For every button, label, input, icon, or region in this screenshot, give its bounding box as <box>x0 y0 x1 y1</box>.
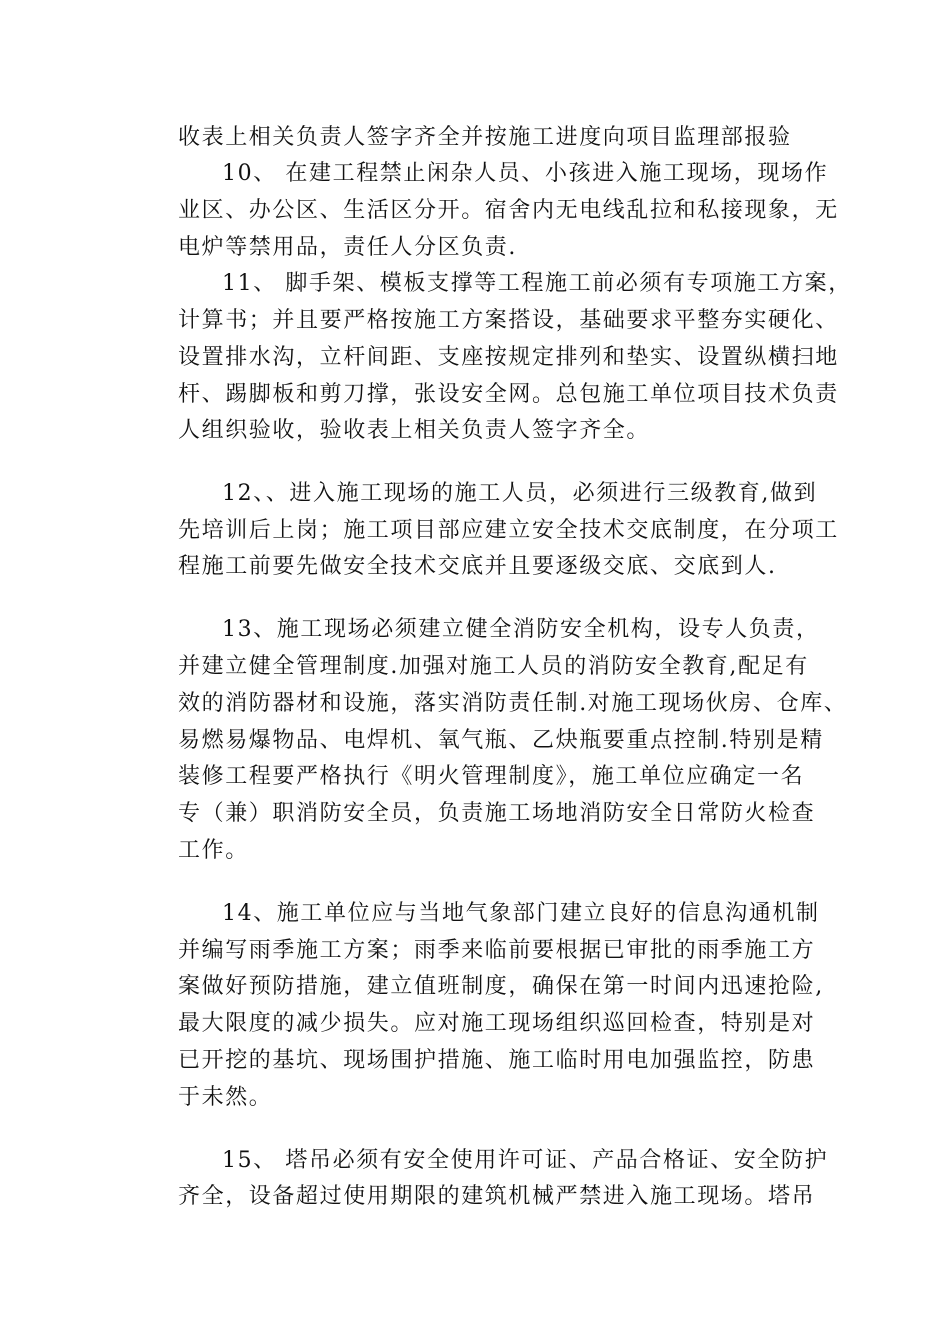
text-line: 最大限度的减少损失。应对施工现场组织巡回检查，特别是对 <box>178 1011 816 1036</box>
text-line: 工作。 <box>178 838 249 863</box>
text-line: 并编写雨季施工方案；雨季来临前要根据已审批的雨季施工方 <box>178 938 816 963</box>
text-line: 计算书；并且要严格按施工方案搭设，基础要求平整夯实硬化、 <box>178 308 839 333</box>
text-line: 业区、办公区、生活区分开。宿舍内无电线乱拉和私接现象，无 <box>178 198 839 223</box>
paragraph-14-line-1: 14、施工单位应与当地气象部门建立良好的信息沟通机制 <box>222 901 820 926</box>
paragraph-10-line-1: 10、 在建工程禁止闲杂人员、小孩进入施工现场，现场作 <box>222 161 829 186</box>
text-line: 装修工程要严格执行《明火管理制度》，施工单位应确定一名 <box>178 764 805 789</box>
paragraph-11-line-1: 11、 脚手架、模板支撑等工程施工前必须有专项施工方案， <box>222 271 852 296</box>
text-line: 人组织验收，验收表上相关负责人签字齐全。 <box>178 418 651 443</box>
text-line: 齐全，设备超过使用期限的建筑机械严禁进入施工现场。塔吊 <box>178 1184 816 1209</box>
text-line: 并建立健全管理制度.加强对施工人员的消防安全教育,配足有 <box>178 654 809 679</box>
text-line: 已开挖的基坑、现场围护措施、施工临时用电加强监控，防患 <box>178 1048 816 1073</box>
text-line: 程施工前要先做安全技术交底并且要逐级交底、交底到人. <box>178 554 777 579</box>
text-line: 专（兼）职消防安全员，负责施工场地消防安全日常防火检查 <box>178 801 816 826</box>
paragraph-12-line-1: 12、、进入施工现场的施工人员，必须进行三级教育,做到 <box>222 481 818 506</box>
text-line: 案做好预防措施，建立值班制度，确保在第一时间内迅速抢险, <box>178 974 824 999</box>
text-line: 设置排水沟，立杆间距、支座按规定排列和垫实、设置纵横扫地 <box>178 345 839 370</box>
text-line: 易燃易爆物品、电焊机、氧气瓶、乙炔瓶要重点控制.特别是精 <box>178 728 824 753</box>
paragraph-15-line-1: 15、 塔吊必须有安全使用许可证、产品合格证、安全防护 <box>222 1148 829 1173</box>
text-line: 于未然。 <box>178 1085 273 1110</box>
text-line: 先培训后上岗；施工项目部应建立安全技术交底制度，在分项工 <box>178 518 839 543</box>
paragraph-13-line-1: 13、施工现场必须建立健全消防安全机构，设专人负责， <box>222 617 820 642</box>
text-line: 电炉等禁用品，责任人分区负责. <box>178 235 517 260</box>
text-line: 收表上相关负责人签字齐全并按施工进度向项目监理部报验 <box>178 125 792 150</box>
text-line: 效的消防器材和设施，落实消防责任制.对施工现场伙房、仓库、 <box>178 691 848 716</box>
text-line: 杆、踢脚板和剪刀撑，张设安全网。总包施工单位项目技术负责 <box>178 382 839 407</box>
